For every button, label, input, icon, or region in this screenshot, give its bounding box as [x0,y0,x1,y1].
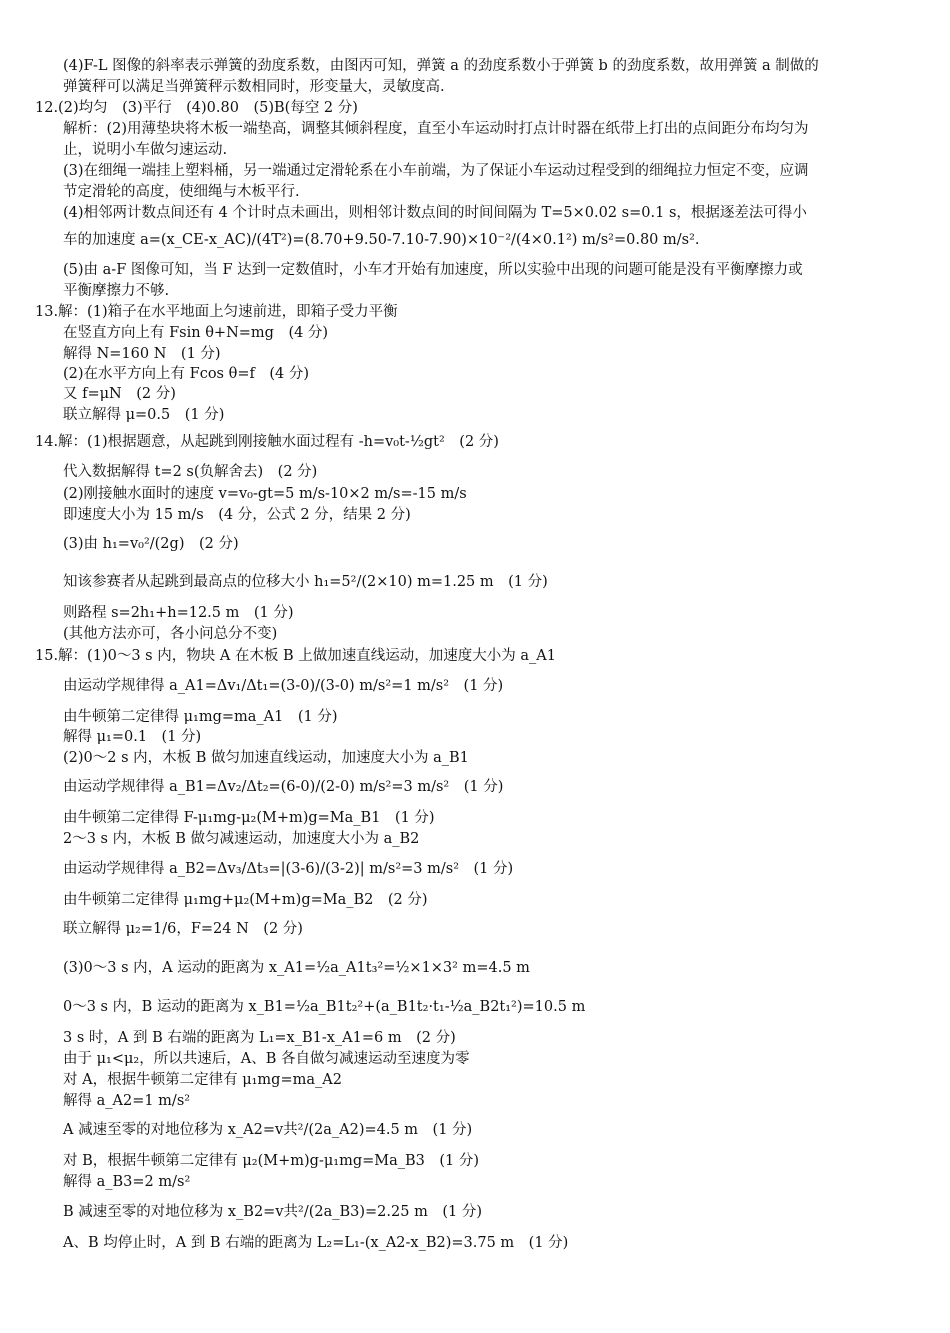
text-line: (2)在水平方向上有 Fcos θ=f (4 分) [63,366,310,382]
text-line: (2)刚接触水面时的速度 v=v₀-gt=5 m/s-10×2 m/s=-15 m/s [63,486,467,502]
formula-line: B 减速至零的对地位移为 x_B2=v共²/(2a_B3)=2.25 m (1 分) [63,1204,482,1220]
text-line: 解析：(2)用薄垫块将木板一端垫高，调整其倾斜程度，直至小车运动时打点计时器在纸带上打出的点间距分布均匀为 [63,121,809,137]
text-line: 则路程 s=2h₁+h=12.5 m (1 分) [63,605,294,621]
formula-line: 车的加速度 a=(x_CE-x_AC)/(4T²)=(8.70+9.50-7.10-7.90)×10⁻²/(4×0.1²) m/s²=0.80 m/s². [63,232,700,248]
text-line: 联立解得 μ=0.5 (1 分) [63,407,225,423]
text-line: 由牛顿第二定律得 μ₁mg+μ₂(M+m)g=Ma_B2 (2 分) [63,892,428,908]
text-line: 对 A，根据牛顿第二定律有 μ₁mg=ma_A2 [63,1072,342,1088]
text-line: 解得 μ₁=0.1 (1 分) [63,729,202,745]
question-12-answer: 12.(2)均匀 (3)平行 (4)0.80 (5)B(每空 2 分) [35,100,358,116]
text-line: 由牛顿第二定律得 μ₁mg=ma_A1 (1 分) [63,709,338,725]
text-line: (5)由 a-F 图像可知，当 F 达到一定数值时，小车才开始有加速度，所以实验中出现的问题可能是没有平衡摩擦力或 [63,262,803,278]
text-line: 在竖直方向上有 Fsin θ+N=mg (4 分) [63,325,329,341]
formula-line: 联立解得 μ₂=1/6，F=24 N (2 分) [63,921,303,937]
formula-line: 由运动学规律得 a_B2=Δv₃/Δt₃=|(3-6)/(3-2)| m/s²=3 m/s² (1 分) [63,861,514,877]
text-line: A、B 均停止时，A 到 B 右端的距离为 L₂=L₁-(x_A2-x_B2)=3.75 m (1 分) [63,1235,569,1251]
question-14-heading: 14.解：(1)根据题意，从起跳到刚接触水面过程有 -h=v₀t-½gt² (2 分) [35,434,499,450]
text-line: 由于 μ₁<μ₂，所以共速后，A、B 各自做匀减速运动至速度为零 [63,1051,470,1067]
text-line: (其他方法亦可，各小问总分不变) [63,626,278,642]
text-line: (4)F-L 图像的斜率表示弹簧的劲度系数，由图丙可知，弹簧 a 的劲度系数小于弹簧 b 的劲度系数，故用弹簧 a 制做的 [63,58,819,74]
text-line: 解得 N=160 N (1 分) [63,346,221,362]
text-line: 解得 a_B3=2 m/s² [63,1174,191,1190]
text-line: 由牛顿第二定律得 F-μ₁mg-μ₂(M+m)g=Ma_B1 (1 分) [63,810,435,826]
formula-line: 由运动学规律得 a_A1=Δv₁/Δt₁=(3-0)/(3-0) m/s²=1 m/s² (1 分) [63,678,504,694]
text-line: 对 B，根据牛顿第二定律有 μ₂(M+m)g-μ₁mg=Ma_B3 (1 分) [63,1153,480,1169]
formula-line: 由运动学规律得 a_B1=Δv₂/Δt₂=(6-0)/(2-0) m/s²=3 m/s² (1 分) [63,779,504,795]
text-line: 解得 a_A2=1 m/s² [63,1093,191,1109]
formula-line: 知该参赛者从起跳到最高点的位移大小 h₁=5²/(2×10) m=1.25 m (1 分) [63,574,548,590]
text-line: 平衡摩擦力不够. [63,283,170,299]
text-line: (3)在细绳一端挂上塑料桶，另一端通过定滑轮系在小车前端，为了保证小车运动过程受到的细绳拉力恒定不变，应调 [63,163,809,179]
question-15-heading: 15.解：(1)0～3 s 内，物块 A 在木板 B 上做加速直线运动，加速度大小为 a_A1 [35,648,556,664]
formula-line: 0～3 s 内，B 运动的距离为 x_B1=½a_B1t₂²+(a_B1t₂·t₁-½a_B2t₁²)=10.5 m [63,999,586,1015]
formula-line: (3)由 h₁=v₀²/(2g) (2 分) [63,536,239,552]
formula-line: (3)0～3 s 内，A 运动的距离为 x_A1=½a_A1t₃²=½×1×3² m=4.5 m [63,960,530,976]
formula-line: A 减速至零的对地位移为 x_A2=v共²/(2a_A2)=4.5 m (1 分) [63,1122,473,1138]
text-line: 2～3 s 内，木板 B 做匀减速运动，加速度大小为 a_B2 [63,831,420,847]
text-line: 即速度大小为 15 m/s (4 分，公式 2 分，结果 2 分) [63,507,411,523]
question-13-heading: 13.解：(1)箱子在水平地面上匀速前进，即箱子受力平衡 [35,304,398,320]
text-line: 止，说明小车做匀速运动. [63,142,228,158]
text-line: 3 s 时，A 到 B 右端的距离为 L₁=x_B1-x_A1=6 m (2 分) [63,1030,456,1046]
text-line: 节定滑轮的高度，使细绳与木板平行. [63,184,300,200]
text-line: 弹簧秤可以满足当弹簧秤示数相同时，形变量大，灵敏度高. [63,79,445,95]
text-line: 又 f=μN (2 分) [63,386,176,402]
text-line: (2)0～2 s 内，木板 B 做匀加速直线运动，加速度大小为 a_B1 [63,750,469,766]
text-line: (4)相邻两计数点间还有 4 个计时点未画出，则相邻计数点间的时间间隔为 T=5×0.02 s=0.1 s，根据逐差法可得小 [63,205,807,221]
text-line: 代入数据解得 t=2 s(负解舍去) (2 分) [63,464,318,480]
